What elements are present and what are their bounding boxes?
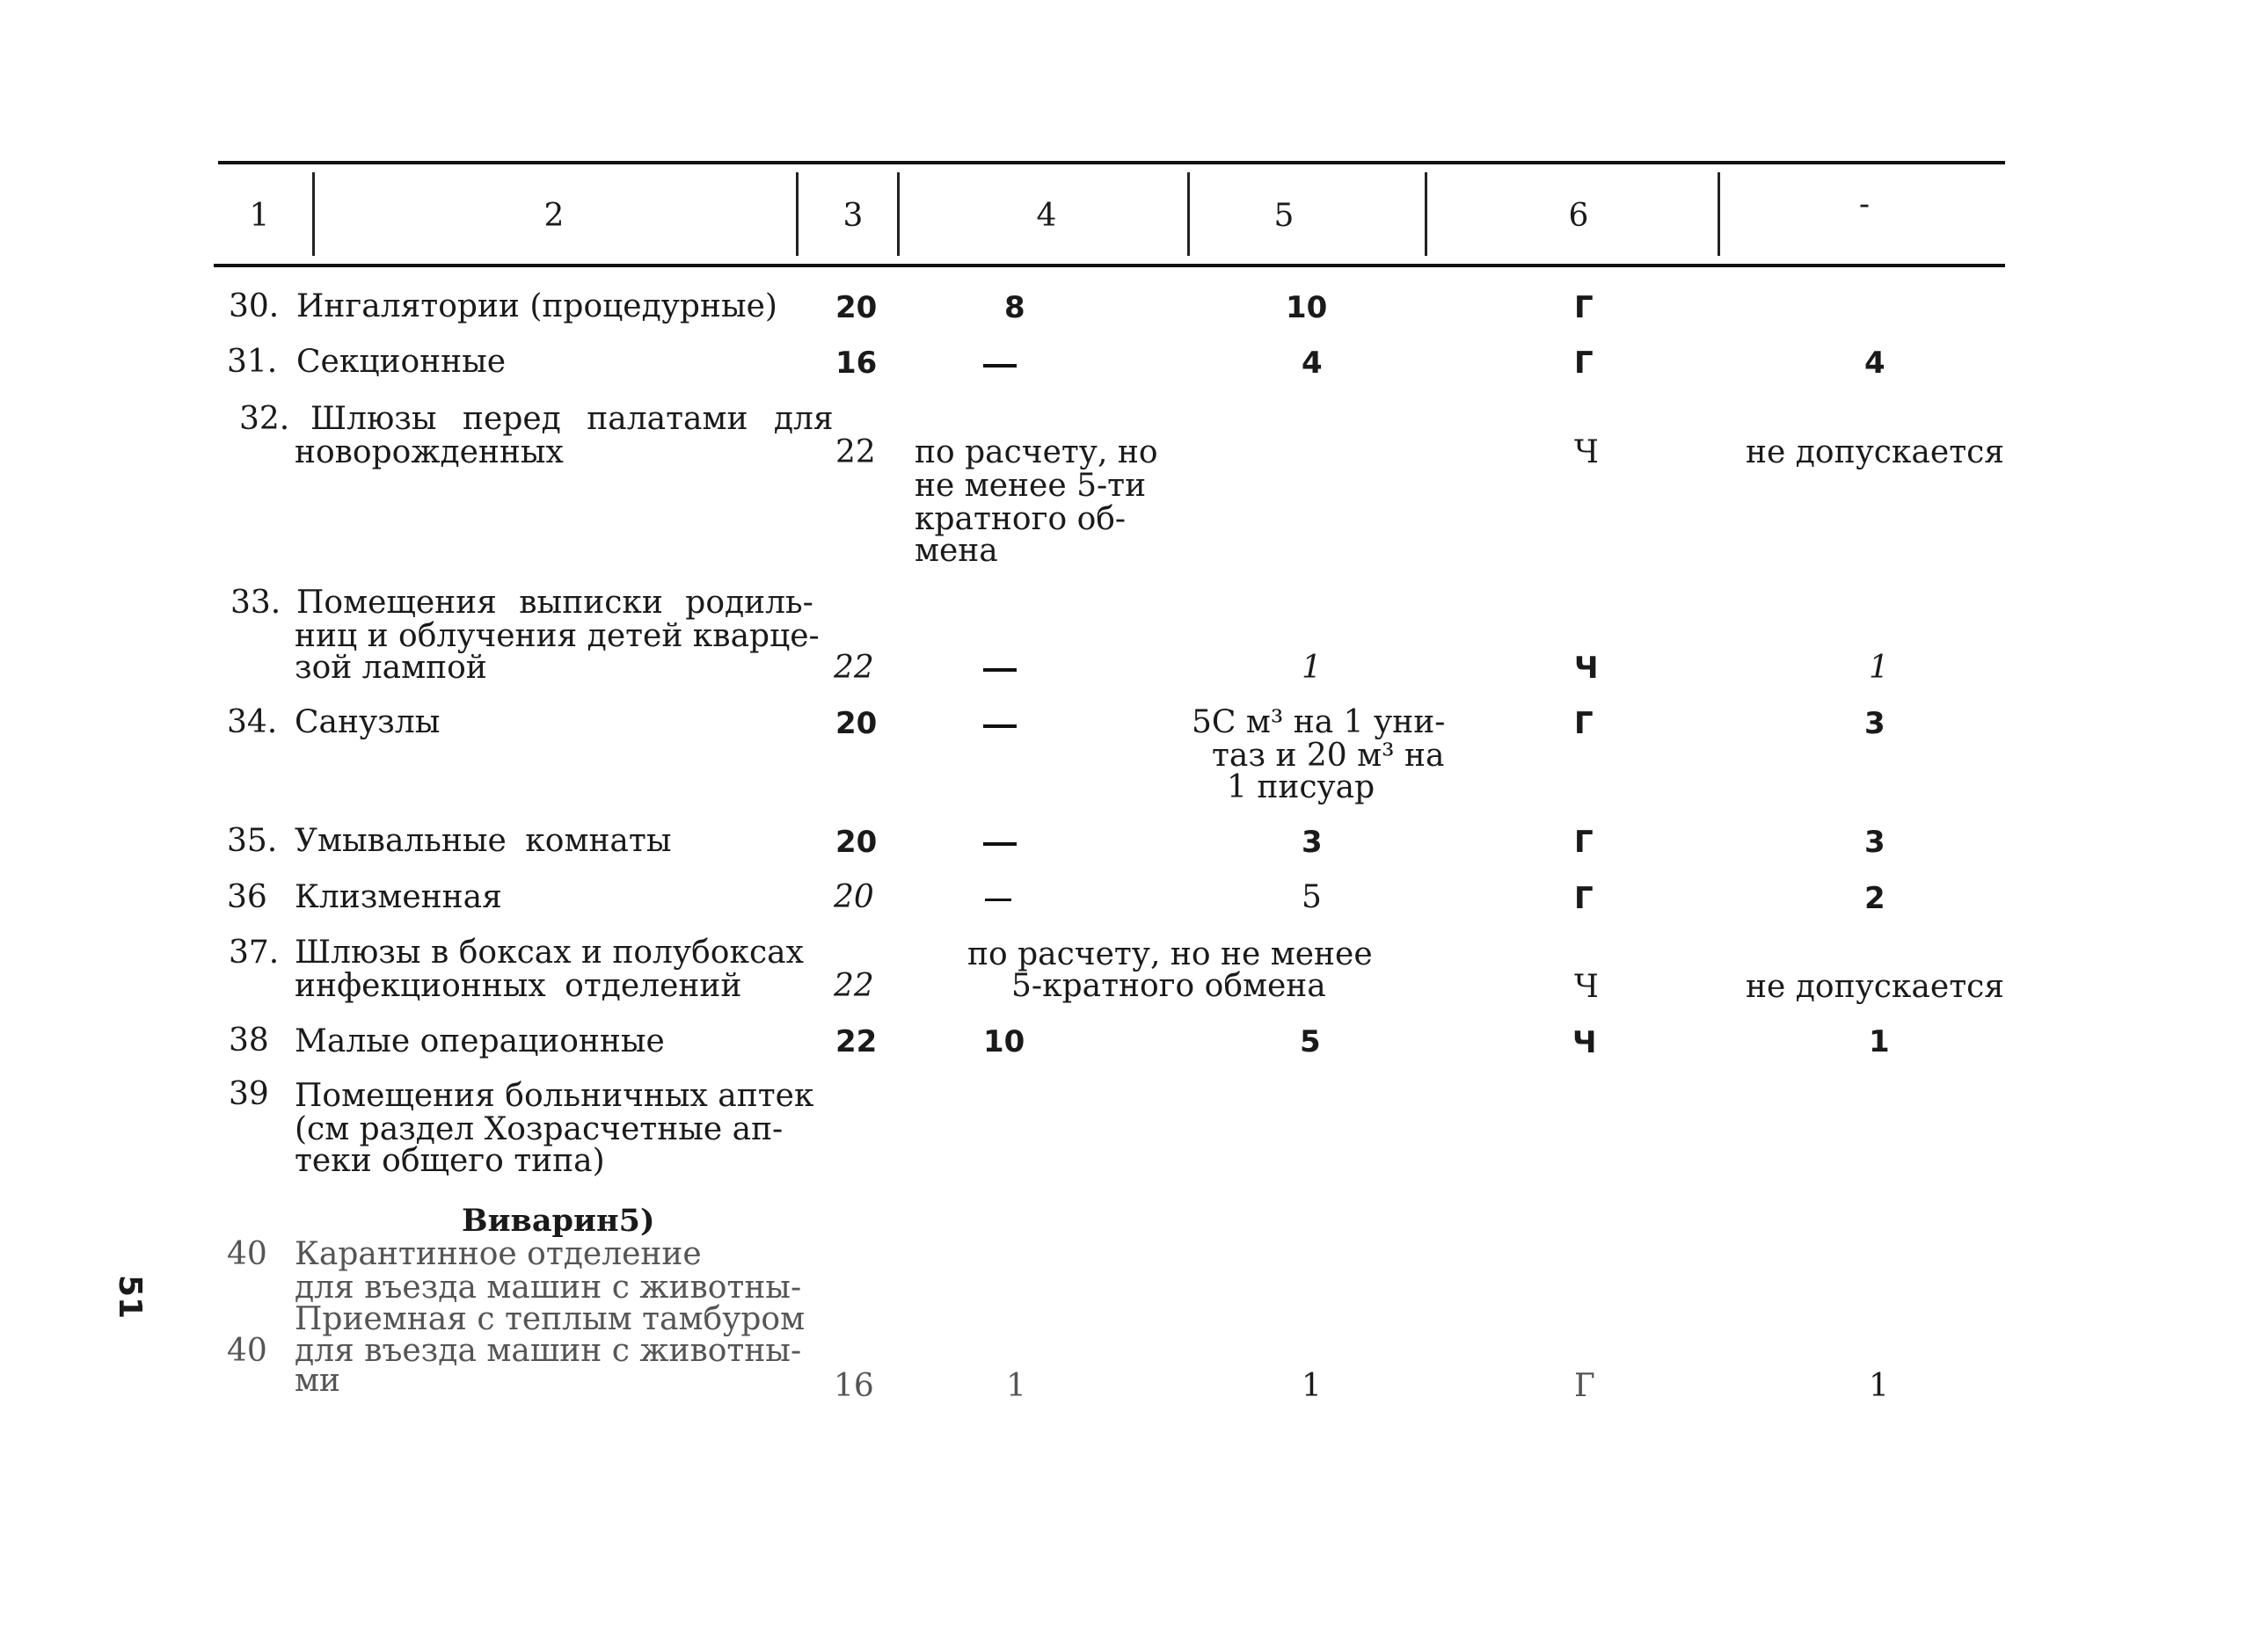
table-top-rule — [218, 161, 2005, 164]
row-name-line: ниц и облучения детей кварце- — [295, 618, 820, 654]
row-name: Санузлы — [295, 704, 441, 740]
row-number: 39 — [229, 1076, 269, 1112]
header-divider — [796, 172, 799, 256]
row-extra: 1 — [1869, 1024, 1890, 1059]
row-extra: не допускается — [1746, 434, 2004, 470]
row-supply-exhaust-line: по расчету, но не менее — [967, 936, 1373, 972]
row-name-line: для въезда машин с животны- — [295, 1333, 802, 1369]
row-name: Ингалятории (процедурные) — [296, 288, 777, 324]
row-name-line: Шлюзы перед палатами для — [310, 401, 834, 437]
row-supply-line: кратного об- — [915, 501, 1127, 537]
row-supply-dash — [983, 842, 1017, 846]
row-class: Ч — [1574, 651, 1599, 686]
row-name-line: Помещения выписки родиль- — [296, 585, 813, 621]
row-number: 40 — [227, 1236, 267, 1272]
row-class: Г — [1574, 346, 1594, 381]
row-name-line: Карантинное отделение — [295, 1236, 702, 1272]
row-extra: 4 — [1864, 346, 1885, 381]
row-extra: 1 — [1869, 650, 1889, 686]
row-temperature: 20 — [835, 290, 878, 325]
row-name: Малые операционные — [295, 1023, 665, 1059]
column-header-6: 6 — [1568, 198, 1589, 234]
row-number: 40 — [227, 1333, 267, 1369]
row-number: 33. — [230, 585, 281, 621]
row-temperature: 22 — [835, 434, 876, 470]
row-class: Г — [1574, 881, 1594, 916]
row-supply: 10 — [983, 1024, 1025, 1059]
row-supply: 1 — [1006, 1368, 1026, 1404]
row-name-line: Приемная с теплым тамбуром — [295, 1301, 806, 1337]
row-number: 34. — [227, 704, 278, 740]
row-exhaust: 1 — [1302, 1368, 1322, 1404]
row-supply-exhaust-line: 5-кратного обмена — [1011, 968, 1326, 1004]
row-class: Ч — [1574, 434, 1599, 470]
row-extra: 1 — [1869, 1368, 1889, 1404]
row-supply-dash — [985, 899, 1011, 901]
row-class: Г — [1574, 1368, 1595, 1404]
row-exhaust: 5 — [1300, 1024, 1321, 1059]
row-name: Клизменная — [295, 879, 502, 915]
row-class: Г — [1574, 825, 1594, 860]
header-divider — [897, 172, 900, 256]
page-number: 51 — [112, 1275, 148, 1320]
column-header-1: 1 — [249, 198, 270, 234]
column-header-3: 3 — [842, 198, 864, 234]
row-exhaust: 1 — [1302, 650, 1322, 686]
row-class: Ч — [1574, 969, 1599, 1005]
row-temperature: 22 — [834, 968, 874, 1004]
section-title: Виварин5) — [462, 1203, 655, 1239]
row-supply-line: мена — [915, 533, 998, 569]
row-exhaust-line: таз и 20 м³ на — [1212, 738, 1445, 774]
header-divider — [1718, 172, 1720, 256]
row-name-line: инфекционных отделений — [295, 968, 742, 1004]
row-name-line: новорожденных — [295, 434, 564, 470]
row-temperature: 20 — [834, 879, 874, 915]
row-extra: 3 — [1864, 706, 1885, 741]
header-divider — [1187, 172, 1190, 256]
row-name-line: (см раздел Хозрасчетные ап- — [295, 1111, 784, 1147]
row-number: 37. — [229, 935, 280, 971]
column-header-5: 5 — [1273, 198, 1295, 234]
row-name-line: зой лампой — [295, 650, 487, 686]
row-exhaust: 10 — [1286, 290, 1328, 325]
row-extra: не допускается — [1746, 969, 2004, 1005]
row-name-line: ми — [295, 1363, 340, 1399]
row-temperature: 22 — [834, 650, 874, 686]
row-temperature: 20 — [835, 706, 878, 741]
row-exhaust-line: 1 писуар — [1227, 769, 1375, 805]
column-header-2: 2 — [543, 198, 565, 234]
row-class: Г — [1574, 290, 1594, 325]
row-temperature: 16 — [834, 1368, 874, 1404]
row-class: Ч — [1572, 1025, 1597, 1060]
row-name-line: Помещения больничных аптек — [295, 1078, 814, 1114]
row-name: Секционные — [296, 344, 507, 380]
row-supply-line: не менее 5-ти — [915, 468, 1147, 504]
row-number: 36 — [227, 879, 267, 915]
row-class: Г — [1574, 706, 1594, 741]
row-supply: 8 — [1004, 290, 1025, 325]
row-number: 31. — [227, 344, 278, 380]
row-number: 35. — [227, 823, 278, 859]
header-divider — [312, 172, 315, 256]
row-number: 38 — [229, 1022, 269, 1059]
column-header-7: - — [1858, 186, 1871, 222]
row-name-line: для въезда машин с животны- — [295, 1270, 802, 1306]
row-temperature: 20 — [835, 825, 878, 860]
row-number: 30. — [229, 288, 280, 324]
row-exhaust: 4 — [1302, 346, 1323, 381]
header-divider — [1425, 172, 1427, 256]
row-supply-line: по расчету, но — [915, 434, 1158, 470]
row-supply-dash — [983, 724, 1017, 728]
row-number: 32. — [239, 401, 290, 437]
row-exhaust: 3 — [1302, 825, 1323, 860]
row-extra: 3 — [1864, 825, 1885, 860]
row-exhaust-line: 5С м³ на 1 уни- — [1192, 704, 1446, 740]
row-temperature: 16 — [835, 346, 878, 381]
row-temperature: 22 — [835, 1024, 878, 1059]
table-header-bottom-rule — [214, 264, 2005, 267]
row-exhaust: 5 — [1302, 879, 1322, 915]
row-name-line: Шлюзы в боксах и полубоксах — [295, 935, 804, 971]
column-header-4: 4 — [1036, 198, 1057, 234]
row-name: Умывальные комнаты — [295, 823, 672, 859]
row-supply-dash — [983, 668, 1017, 672]
row-supply-dash — [983, 364, 1017, 368]
row-extra: 2 — [1864, 881, 1885, 916]
row-name-line: теки общего типа) — [295, 1143, 605, 1179]
